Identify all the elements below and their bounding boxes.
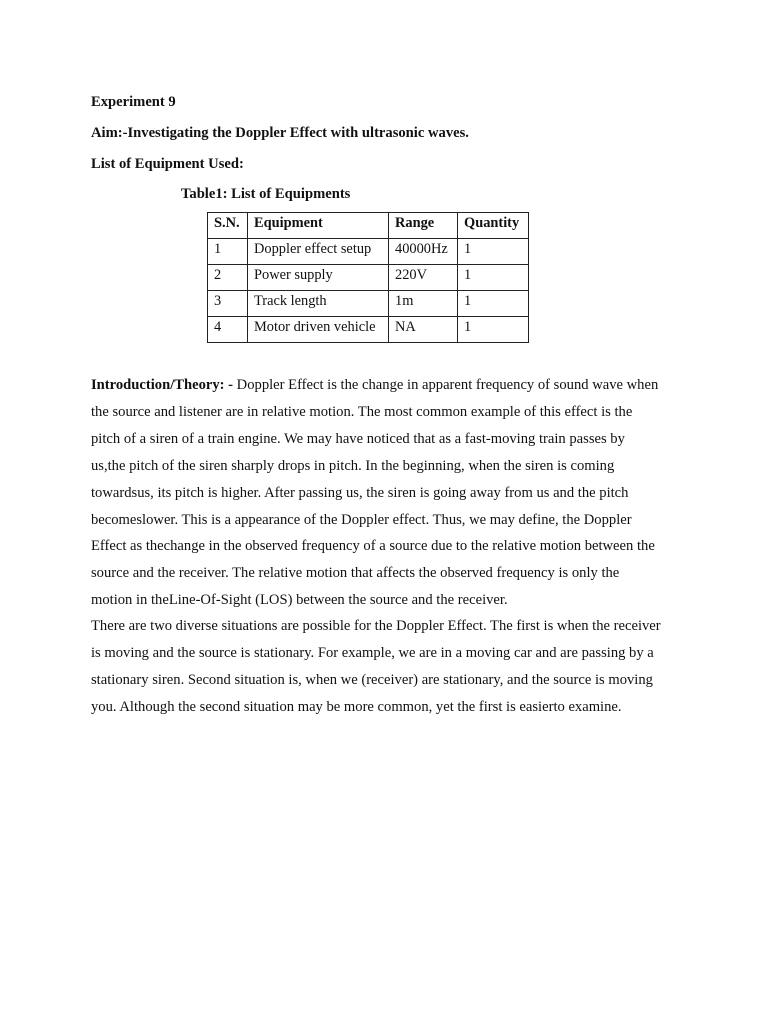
cell-sn: 1 [208,239,248,265]
paragraph-line: the source and listener are in relative motion. The most common example of this effect is the [91,403,633,420]
paragraph-line: is moving and the source is stationary. For example, we are in a moving car and are passing by a [91,644,654,661]
introduction-paragraph [91,372,681,614]
table-row [208,291,529,317]
cell-range: 40000Hz [389,239,458,265]
cell-sn: 4 [208,317,248,343]
cell-range: NA [389,317,458,343]
paragraph-line: stationary siren. Second situation is, when we (receiver) are stationary, and the source is moving [91,671,653,688]
table-row [208,265,529,291]
header-sn: S.N. [208,213,248,239]
equipment-heading: List of Equipment Used: [91,156,244,172]
cell-equipment: Motor driven vehicle [248,317,389,343]
cell-quantity: 1 [458,265,529,291]
header-equipment: Equipment [248,213,389,239]
cell-sn: 2 [208,265,248,291]
paragraph-line: There are two diverse situations are possible for the Doppler Effect. The first is when the receiver [91,618,661,634]
header-quantity: Quantity [458,213,529,239]
cell-quantity: 1 [458,317,529,343]
cell-quantity: 1 [458,291,529,317]
cell-equipment: Doppler effect setup [248,239,389,265]
cell-sn: 3 [208,291,248,317]
intro-label: Introduction/Theory: - [91,377,234,393]
paragraph-line: becomeslower. This is a appearance of the Doppler effect. Thus, we may define, the Doppler [91,511,632,528]
cell-equipment: Track length [248,291,389,317]
intro-line-text: Doppler Effect is the change in apparent frequency of sound wave when [233,377,659,393]
table-caption: Table1: List of Equipments [181,186,351,202]
cell-quantity: 1 [458,239,529,265]
paragraph-line: source and the receiver. The relative motion that affects the observed frequency is only the [91,565,620,582]
paragraph-line: pitch of a siren of a train engine. We may have noticed that as a fast-moving train passes by [91,430,625,447]
table-row [208,317,529,343]
paragraph-line: Effect as thechange in the observed frequency of a source due to the relative motion between the [91,538,655,555]
cell-range: 1m [389,291,458,317]
paragraph-line [91,372,681,399]
paragraph-line: motion in theLine-Of-Sight (LOS) between the source and the receiver. [91,592,508,609]
situations-paragraph [91,613,681,721]
paragraph-line: you. Although the second situation may be more common, yet the first is easierto examine. [91,698,622,715]
equipment-table [207,212,529,343]
cell-range: 220V [389,265,458,291]
paragraph-line: towardsus, its pitch is higher. After passing us, the siren is going away from us and the pitch [91,484,629,501]
header-range: Range [389,213,458,239]
experiment-title: Experiment 9 [91,94,176,110]
table-header-row [208,213,529,239]
table-row [208,239,529,265]
cell-equipment: Power supply [248,265,389,291]
paragraph-line: us,the pitch of the siren sharply drops in pitch. In the beginning, when the siren is coming [91,457,615,474]
aim-heading: Aim:-Investigating the Doppler Effect with ultrasonic waves. [91,125,469,141]
